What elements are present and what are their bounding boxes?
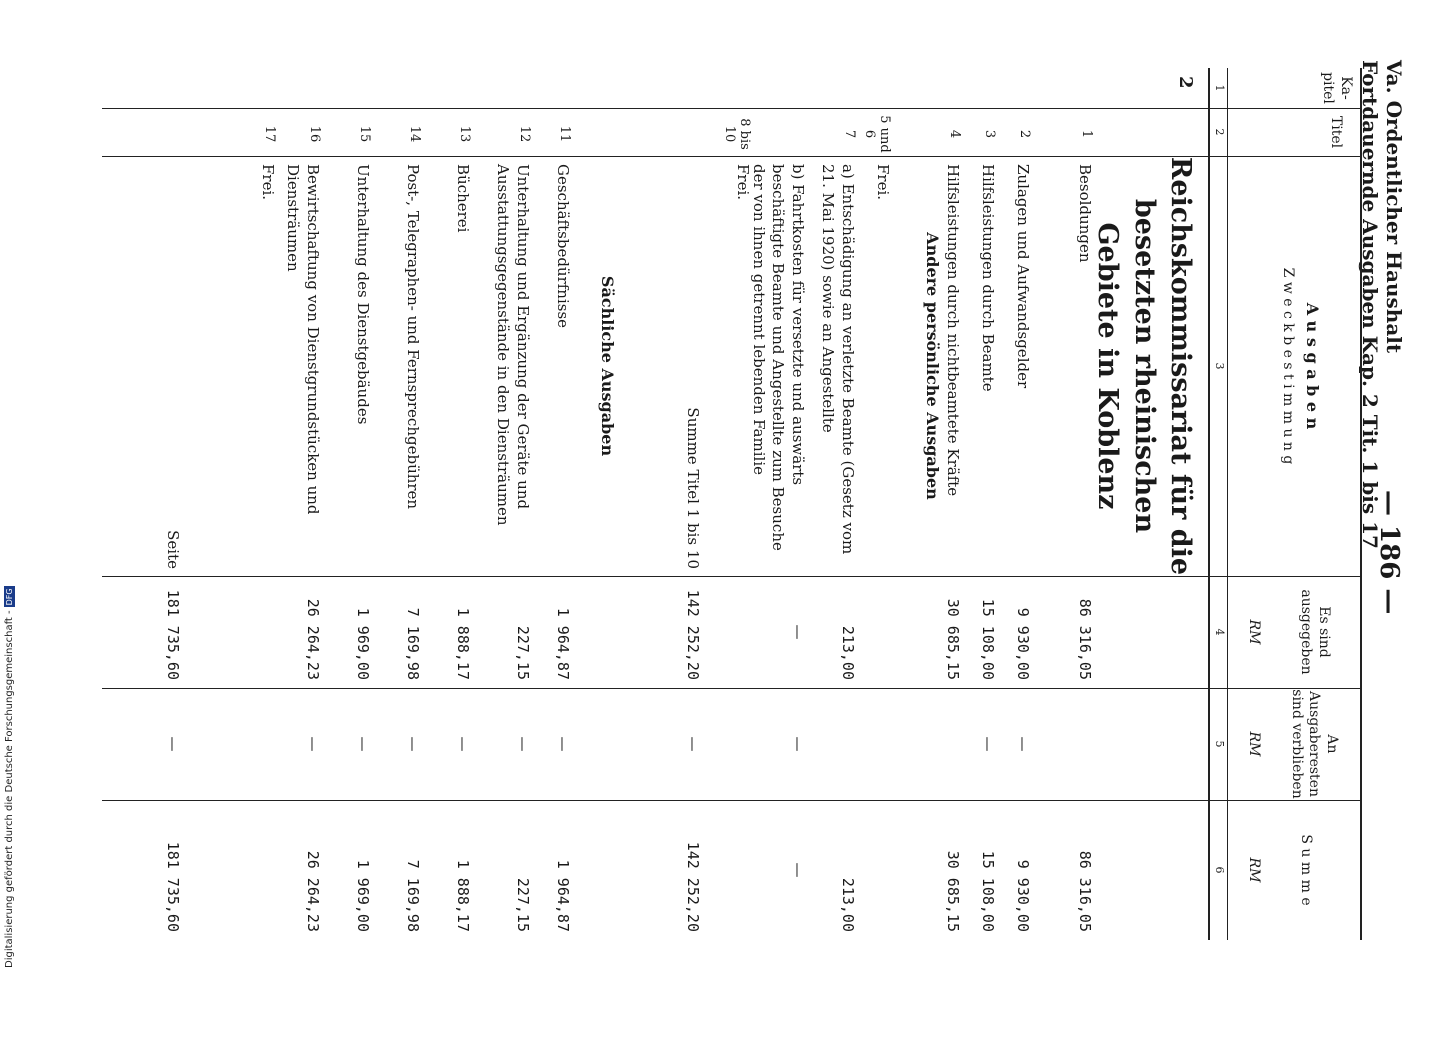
header-num-4: 4 (1213, 628, 1226, 636)
header-num-2: 2 (1213, 128, 1226, 136)
row-ausgegeben: 86 316,05 (1076, 598, 1094, 680)
header-number-rule (1227, 68, 1228, 940)
row-titel: 3 (982, 129, 997, 139)
row-ausgegeben: 227,15 (514, 625, 532, 680)
page-number: — 186 — (1374, 490, 1404, 615)
credit-text: Digitalisierung gefördert durch die Deutsche Forschungsgemeinschaft - (4, 610, 15, 968)
row-titel: 1 (1079, 129, 1094, 139)
row-zweck: Bücherei (454, 164, 472, 233)
header-titel: Titel (1328, 115, 1344, 149)
header-num-3: 3 (1213, 362, 1226, 370)
row-zweck: Geschäftsbedürfnisse (554, 164, 572, 329)
row-ausgabereste: — (789, 736, 807, 752)
row-zweck: Hilfsleistungen durch nichtbeamtete Kräfte (944, 164, 962, 497)
row-ausgegeben: 213,00 (839, 625, 857, 680)
row-ausgegeben: — (789, 624, 807, 640)
row-titel: 5 und 6 (862, 115, 892, 153)
row-zweck: a) Entschädigung an verletzte Beamte (Gesetz vom 21. Mai 1920) sowie an Angestellte (819, 164, 857, 555)
row-ausgegeben: 7 169,98 (404, 607, 422, 680)
row-summe: 1 969,00 (354, 859, 372, 932)
row-titel: 14 (407, 125, 422, 143)
row-summe: 1 964,87 (554, 859, 572, 932)
row-ausgegeben: 181 735,60 (164, 589, 182, 680)
rule-kap-titel (102, 108, 1362, 109)
row-zweck: Unterhaltung des Dienstgebäudes (354, 164, 372, 425)
header-unit-6: RM (1246, 857, 1262, 883)
subhead-sachlich: Sächliche Ausgaben (598, 275, 617, 457)
row-ausgabereste: — (514, 736, 532, 752)
row-zweck: Summe Titel 1 bis 10 (684, 407, 702, 569)
row-titel: 12 (517, 125, 532, 143)
row-titel: 4 (947, 129, 962, 139)
header-num-1: 1 (1213, 84, 1226, 92)
row-zweck: b) Fahrtkosten für versetzte und auswärts beschäftigte Beamte und Angestellte zum Besuche der von ihnen getrennt lebenden Familie (750, 164, 807, 551)
row-summe: 7 169,98 (404, 859, 422, 932)
row-ausgabereste: — (164, 736, 182, 752)
header-kapitel: Ka- pitel (1320, 72, 1354, 104)
row-zweck: Seite (164, 530, 182, 569)
header-summe: S u m m e (1298, 834, 1314, 906)
digitization-credit (4, 586, 15, 968)
row-ausgabereste: — (454, 736, 472, 752)
header-zweckbestimmung: Z w e c k b e s t i m m u n g (1280, 267, 1296, 465)
row-zweck: Frei. (874, 164, 892, 201)
row-ausgabereste: — (979, 736, 997, 752)
row-zweck: Frei. (259, 164, 277, 201)
header-num-6: 6 (1213, 866, 1226, 874)
row-titel: 2 (1017, 129, 1032, 139)
header-ausgegeben: Es sind ausgegeben (1298, 589, 1332, 675)
row-ausgegeben: 1 964,87 (554, 607, 572, 680)
row-summe: 15 108,00 (979, 850, 997, 932)
row-ausgegeben: 9 930,00 (1014, 607, 1032, 680)
rule-text-ausg (102, 576, 1362, 577)
row-zweck: Besoldungen (1076, 164, 1094, 263)
row-titel: 17 (262, 125, 277, 143)
row-zweck: Bewirtschaftung von Dienstgrundstücken und Diensträumen (284, 164, 322, 515)
budget-table (102, 68, 1362, 940)
row-ausgegeben: 142 252,20 (684, 589, 702, 680)
rule-ausg-rest (102, 688, 1362, 689)
row-zweck: Hilfsleistungen durch Beamte (979, 164, 997, 392)
row-summe: 26 264,23 (304, 850, 322, 932)
row-titel: 16 (307, 125, 322, 143)
dfg-logo: DFG (5, 588, 14, 606)
rule-rest-summe (102, 800, 1362, 801)
header-num-5: 5 (1213, 740, 1226, 748)
row-summe: 86 316,05 (1076, 850, 1094, 932)
row-summe: 9 930,00 (1014, 859, 1032, 932)
row-ausgabereste: — (554, 736, 572, 752)
row-summe: 213,00 (839, 877, 857, 932)
header-unit-4: RM (1246, 619, 1262, 645)
row-ausgegeben: 26 264,23 (304, 598, 322, 680)
row-titel: 15 (357, 125, 372, 143)
table-top-rule (1360, 68, 1362, 940)
running-head-line1: Va. Ordentlicher Haushalt (1382, 60, 1406, 354)
row-zweck: Unterhaltung und Ergänzung der Geräte und Ausstattungsgegenstände in den Diensträumen (494, 164, 532, 526)
row-summe: 142 252,20 (684, 841, 702, 932)
row-ausgabereste: — (354, 736, 372, 752)
row-ausgabereste: — (404, 736, 422, 752)
row-titel: 13 (457, 125, 472, 143)
row-summe: 227,15 (514, 877, 532, 932)
row-summe: — (789, 862, 807, 878)
row-zweck: Zulagen und Aufwandsgelder (1014, 164, 1032, 389)
header-unit-5: RM (1246, 731, 1262, 757)
row-zweck: Post-, Telegraphen- und Fernsprechgebühren (404, 164, 422, 510)
row-ausgegeben: 15 108,00 (979, 598, 997, 680)
row-ausgegeben: 1 888,17 (454, 607, 472, 680)
running-head-line2: Fortdauernde Ausgaben Kap. 2 Tit. 1 bis 17 (1358, 60, 1382, 549)
header-ausgaben: A u s g a b e n (1303, 302, 1322, 430)
row-summe: 181 735,60 (164, 841, 182, 932)
row-titel: 11 (557, 125, 572, 143)
row-summe: 30 685,15 (944, 850, 962, 932)
subhead-personal: Andere persönliche Ausgaben (923, 232, 942, 500)
header-bottom-rule (1208, 68, 1210, 940)
row-ausgabereste: — (684, 736, 702, 752)
section-title: Reichskommissariat für die besetzten rheinischen Gebiete in Koblenz (1092, 156, 1196, 576)
row-ausgegeben: 1 969,00 (354, 607, 372, 680)
row-ausgabereste: — (1014, 736, 1032, 752)
row-summe: 1 888,17 (454, 859, 472, 932)
row-ausgegeben: 30 685,15 (944, 598, 962, 680)
row-titel: 7 (842, 129, 857, 139)
header-ausgabereste: An Ausgaberesten sind verblieben (1289, 689, 1340, 799)
row-titel: 8 bis 10 (722, 118, 752, 150)
row-zweck: Frei. (734, 164, 752, 201)
row-ausgabereste: — (304, 736, 322, 752)
kapitel-number: 2 (1175, 76, 1196, 89)
